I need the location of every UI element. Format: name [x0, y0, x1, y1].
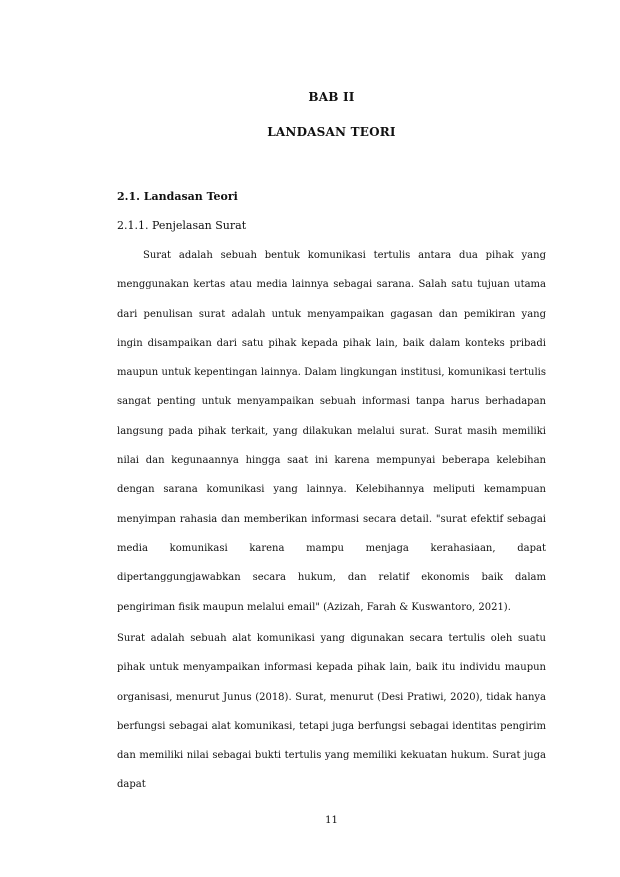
body-paragraph-2: Surat adalah sebuah alat komunikasi yang digunakan secara tertulis oleh suatu pihak untuk menyampaikan informasi kepada pihak lain, baik itu individu maupun organisasi, menurut Junus (2018). Surat, menurut (Desi Pratiwi, 2020), tidak hanya berfungsi sebagai alat komunikasi, tetapi juga berfungsi sebagai identitas pengirim dan memiliki nilai sebagai bukti tertulis yang memiliki kekuatan hukum. Surat juga dapat — [117, 633, 546, 791]
chapter-number: BAB II — [308, 90, 355, 104]
subsection-heading: 2.1.1. Penjelasan Surat — [117, 219, 247, 232]
chapter-title: LANDASAN TEORI — [267, 125, 396, 139]
body-paragraph-1: Surat adalah sebuah bentuk komunikasi tertulis antara dua pihak yang menggunakan kertas atau media lainnya sebagai sarana. Salah satu tujuan utama dari penulisan surat adalah untuk menyampaikan gagasan dan pemikiran yang ingin disampaikan dari satu pihak kepada pihak lain, baik dalam konteks pribadi maupun untuk kepentingan lainnya. Dalam lingkungan institusi, komunikasi tertulis sangat penting untuk menyampaikan sebuah informasi tanpa harus berhadapan langsung pada pihak terkait, yang dilakukan melalui surat. Surat masih memiliki nilai dan kegunaannya hingga saat ini karena mempunyai beberapa kelebihan dengan sarana komunikasi yang lainnya. Kelebihannya meliputi kemampuan menyimpan rahasia dan memberikan informasi secara detail. "surat efektif sebagai media komunikasi karena mampu menjaga kerahasiaan, dapat dipertanggungjawabkan secara hukum, dan relatif ekonomis baik dalam pengiriman fisik maupun melalui email" (Azizah, Farah & Kuswantoro, 2021). — [117, 250, 546, 613]
page-number: 11 — [325, 815, 338, 826]
section-heading: 2.1. Landasan Teori — [117, 190, 238, 203]
